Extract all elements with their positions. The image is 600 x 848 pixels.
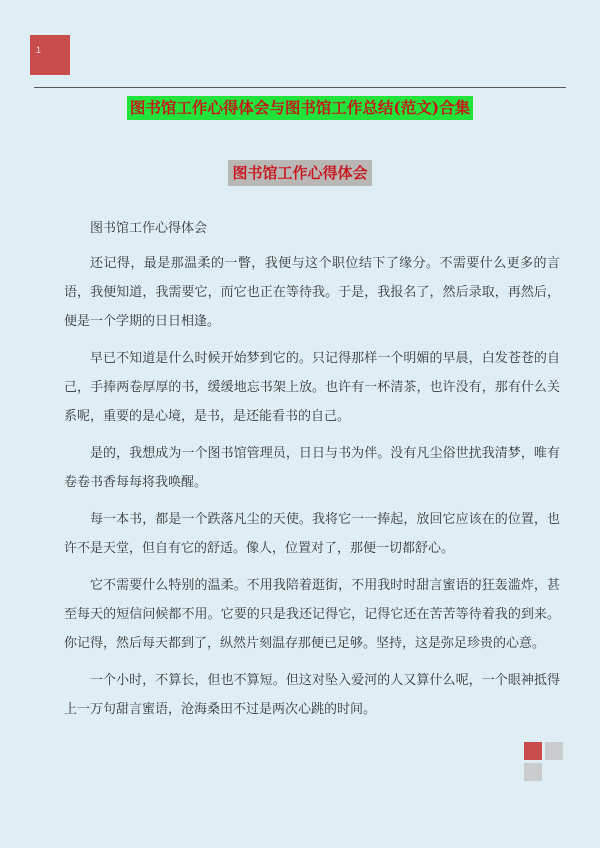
intro-line: 图书馆工作心得体会: [90, 221, 208, 236]
decor-square-gray: [524, 763, 542, 781]
document-title-text: 图书馆工作心得体会与图书馆工作总结(范文)合集: [127, 96, 473, 120]
paragraph: 是的，我想成为一个图书馆管理员，日日与书为伴。没有凡尘俗世扰我清梦，唯有卷卷书香每每将我唤醒。: [64, 446, 560, 490]
decor-square-red: [524, 742, 542, 760]
page-number: 1: [36, 45, 42, 55]
paragraph: 一个小时，不算长，但也不算短。但这对坠入爱河的人又算什么呢，一个眼神抵得上一万句甜言蜜语，沧海桑田不过是两次心跳的时间。: [64, 673, 560, 717]
document-body: [64, 214, 560, 732]
section-heading-text: 图书馆工作心得体会: [228, 160, 371, 186]
paragraph: 它不需要什么特别的温柔。不用我陪着逛街，不用我时时甜言蜜语的狂轰滥炸，甚至每天的短信问候都不用。它要的只是我还记得它，记得它还在苦苦等待着我的到来。你记得，然后每天都到了，纵然片刻温存那便已足够。坚持，这是弥足珍贵的心意。: [64, 578, 560, 651]
decorative-squares: [524, 742, 564, 782]
page-number-badge: [30, 35, 70, 75]
header-divider: [34, 87, 566, 88]
document-title: [0, 96, 600, 120]
paragraph: 还记得，最是那温柔的一瞥，我便与这个职位结下了缘分。不需要什么更多的言语，我便知道，我需要它，而它也正在等待我。于是，我报名了，然后录取，再然后，便是一个学期的日日相逢。: [64, 256, 560, 329]
paragraph: 早已不知道是什么时候开始梦到它的。只记得那样一个明媚的早晨，白发苍苍的自己，手捧两卷厚厚的书，缓缓地忘书架上放。也许有一杯清茶，也许没有，那有什么关系呢，重要的是心境，是书，是还能看书的自己。: [64, 351, 560, 424]
decor-square-gray: [545, 742, 563, 760]
section-heading: [0, 160, 600, 186]
paragraph: 每一本书，都是一个跌落凡尘的天使。我将它一一捧起，放回它应该在的位置，也许不是天堂，但自有它的舒适。像人，位置对了，那便一切都舒心。: [64, 512, 560, 556]
